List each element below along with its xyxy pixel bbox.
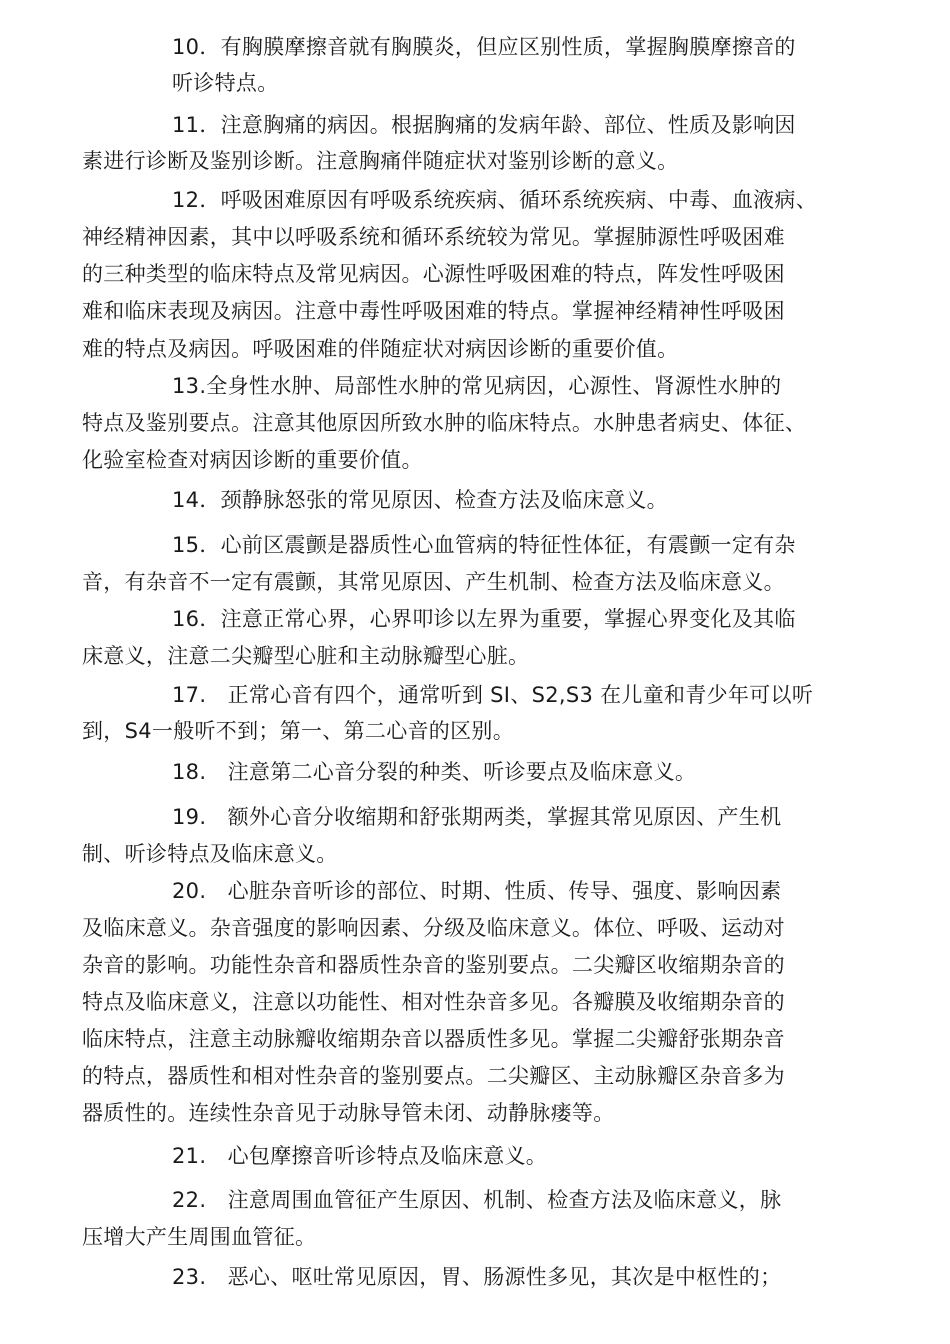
text-line: 及临床意义。杂音强度的影响因素、分级及临床意义。体位、呼吸、运动对: [82, 916, 785, 940]
text-line: 压增大产生周围血管征。: [82, 1225, 317, 1249]
text-line: 23. 恶心、呕吐常见原因，胃、肠源性多见，其次是中枢性的；: [172, 1265, 782, 1289]
text-line: 杂音的影响。功能性杂音和器质性杂音的鉴别要点。二尖瓣区收缩期杂音的: [82, 953, 785, 977]
text-line: 难的特点及病因。呼吸困难的伴随症状对病因诊断的重要价值。: [82, 337, 679, 361]
text-line: 临床特点，注意主动脉瓣收缩期杂音以器质性多见。掌握二尖瓣舒张期杂音: [82, 1027, 785, 1051]
text-line: 15．心前区震颤是器质性心血管病的特征性体征，有震颤一定有杂: [172, 533, 796, 557]
text-line: 17. 正常心音有四个，通常听到 SI、S2,S3 在儿童和青少年可以听: [172, 683, 814, 707]
text-line: 10．有胸膜摩擦音就有胸膜炎，但应区别性质，掌握胸膜摩擦音的: [172, 35, 796, 59]
text-line: 特点及鉴别要点。注意其他原因所致水肿的临床特点。水肿患者病史、体征、: [82, 411, 807, 435]
text-line: 制、听诊特点及临床意义。: [82, 842, 338, 866]
text-line: 的三种类型的临床特点及常见病因。心源性呼吸困难的特点，阵发性呼吸困: [82, 262, 785, 286]
text-line: 18. 注意第二心音分裂的种类、听诊要点及临床意义。: [172, 760, 697, 784]
text-line: 到，S4一般听不到；第一、第二心音的区别。: [82, 719, 514, 743]
text-line: 11．注意胸痛的病因。根据胸痛的发病年龄、部位、性质及影响因: [172, 113, 796, 137]
text-line: 22. 注意周围血管征产生原因、机制、检查方法及临床意义，脉: [172, 1188, 782, 1212]
text-line: 化验室检查对病因诊断的重要价值。: [82, 448, 423, 472]
text-line: 器质性的。连续性杂音见于动脉导管未闭、动静脉瘘等。: [82, 1101, 615, 1125]
text-line: 12．呼吸困难原因有呼吸系统疾病、循环系统疾病、中毒、血液病、: [172, 188, 818, 212]
text-line: 21. 心包摩擦音听诊特点及临床意义。: [172, 1144, 548, 1168]
text-line: 20. 心脏杂音听诊的部位、时期、性质、传导、强度、影响因素: [172, 879, 782, 903]
text-line: 神经精神因素，其中以呼吸系统和循环系统较为常见。掌握肺源性呼吸困难: [82, 225, 785, 249]
text-line: 素进行诊断及鉴别诊断。注意胸痛伴随症状对鉴别诊断的意义。: [82, 149, 679, 173]
text-line: 的特点，器质性和相对性杂音的鉴别要点。二尖瓣区、主动脉瓣区杂音多为: [82, 1064, 785, 1088]
text-line: 16．注意正常心界，心界叩诊以左界为重要，掌握心界变化及其临: [172, 607, 796, 631]
text-line: 13.全身性水肿、局部性水肿的常见病因，心源性、肾源性水肿的: [172, 374, 782, 398]
text-line: 特点及临床意义，注意以功能性、相对性杂音多见。各瓣膜及收缩期杂音的: [82, 990, 785, 1014]
text-line: 音，有杂音不一定有震颤，其常见原因、产生机制、检查方法及临床意义。: [82, 570, 785, 594]
text-line: 19. 额外心音分收缩期和舒张期两类，掌握其常见原因、产生机: [172, 805, 782, 829]
text-line: 床意义，注意二尖瓣型心脏和主动脉瓣型心脏。: [82, 644, 530, 668]
text-line: 14．颈静脉怒张的常见原因、检查方法及临床意义。: [172, 488, 668, 512]
text-line: 听诊特点。: [172, 71, 279, 95]
text-line: 难和临床表现及病因。注意中毒性呼吸困难的特点。掌握神经精神性呼吸困: [82, 299, 785, 323]
